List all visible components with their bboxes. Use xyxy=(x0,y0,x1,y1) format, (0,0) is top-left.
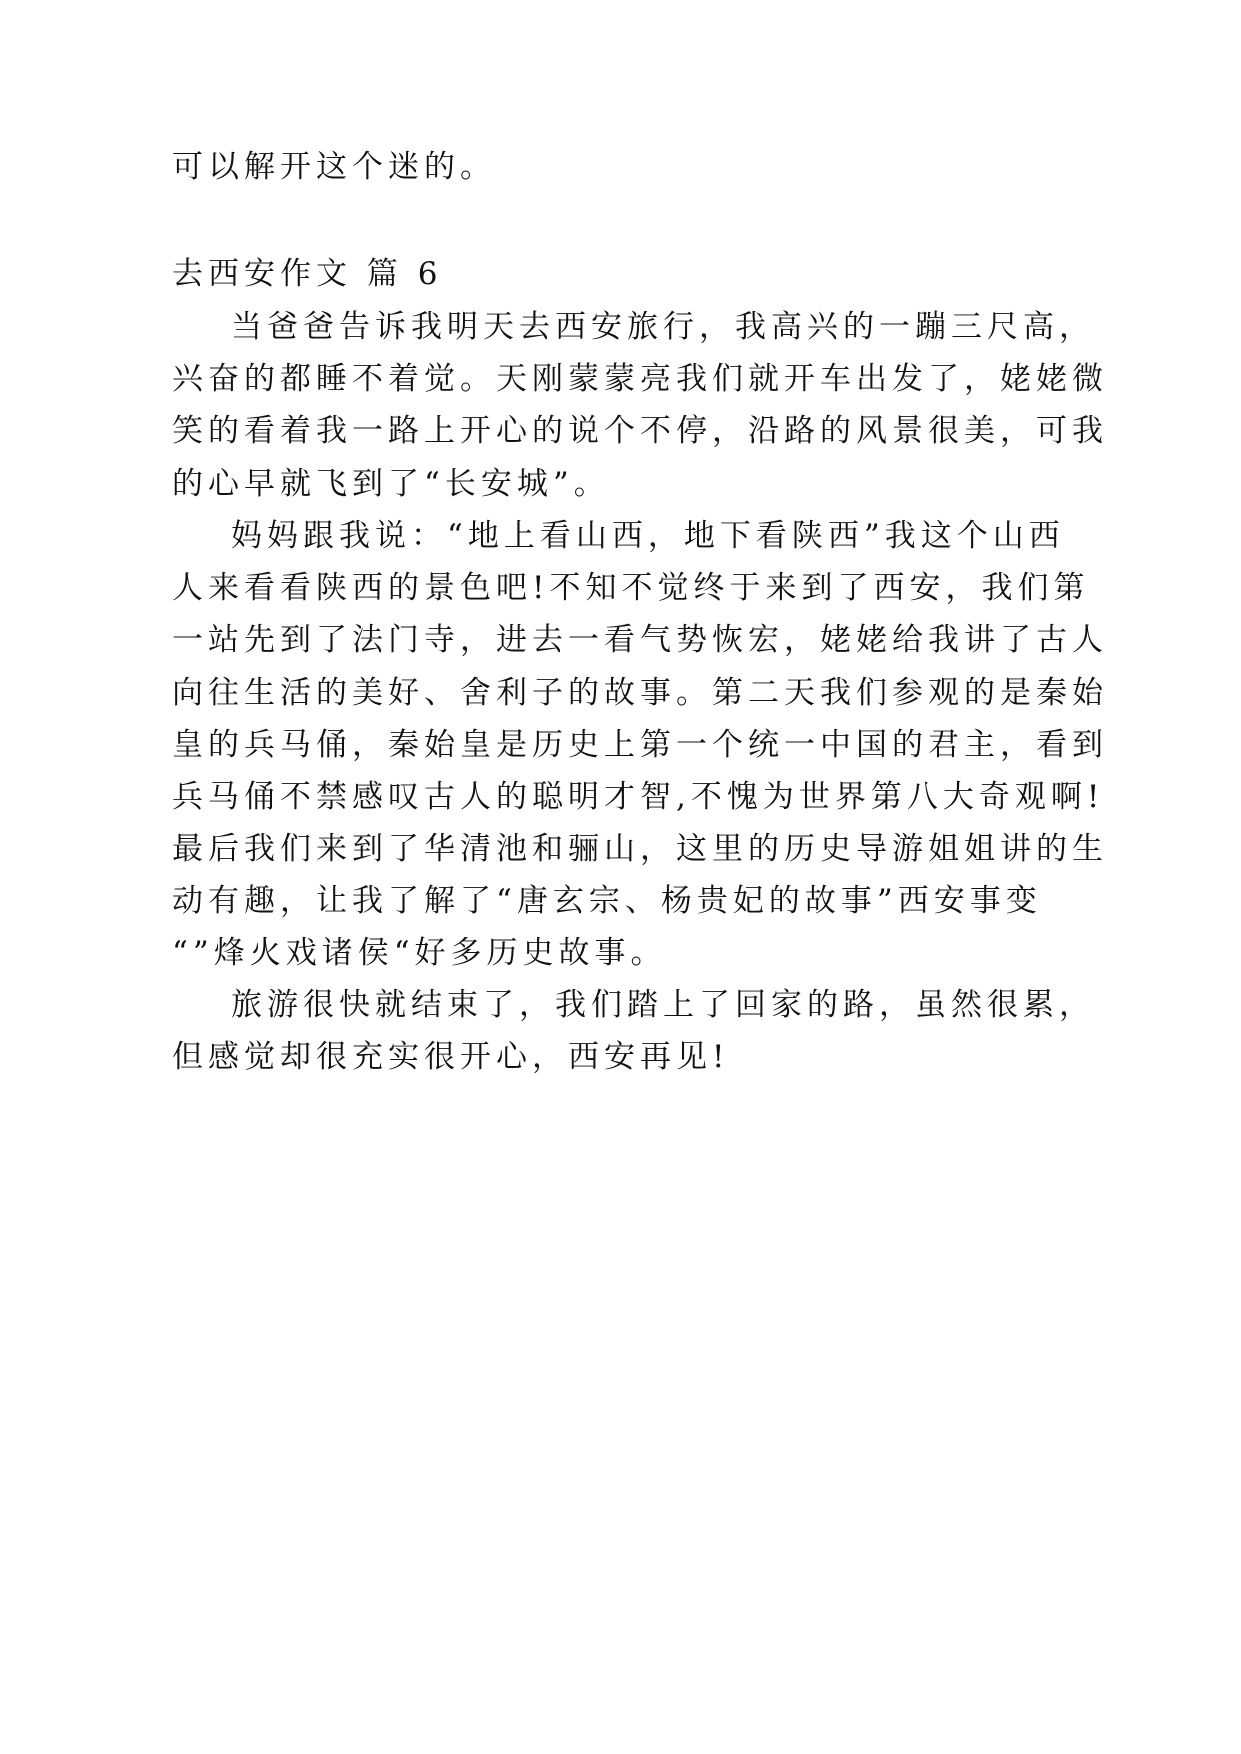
text-line: 兵马俑不禁感叹古人的聪明才智,不愧为世界第八大奇观啊! xyxy=(172,779,1105,815)
text-line: 皇的兵马俑，秦始皇是历史上第一个统一中国的君主，看到 xyxy=(172,727,1108,763)
text-line: 人来看看陕西的景色吧!不知不觉终于来到了西安，我们第 xyxy=(172,570,1090,606)
text-line: 的心早就飞到了“长安城”。 xyxy=(172,466,610,502)
text-line: 当爸爸告诉我明天去西安旅行，我高兴的一蹦三尺高， xyxy=(231,309,1095,345)
text-line: 可以解开这个迷的。 xyxy=(172,149,496,185)
text-line: “”烽火戏诸侯“好多历史故事。 xyxy=(172,935,667,971)
text-line: 笑的看着我一路上开心的说个不停，沿路的风景很美，可我 xyxy=(172,413,1108,449)
text-line: 一站先到了法门寺，进去一看气势恢宏，姥姥给我讲了古人 xyxy=(172,622,1108,658)
text-line: 兴奋的都睡不着觉。天刚蒙蒙亮我们就开车出发了，姥姥微 xyxy=(172,361,1108,397)
text-line: 但感觉却很充实很开心，西安再见! xyxy=(172,1039,730,1075)
text-line: 向往生活的美好、舍利子的故事。第二天我们参观的是秦始 xyxy=(172,675,1108,711)
text-line: 动有趣，让我了解了“唐玄宗、杨贵妃的故事”西安事变 xyxy=(172,883,1042,919)
text-line: 妈妈跟我说：“地上看山西，地下看陕西”我这个山西 xyxy=(231,518,1065,554)
text-line: 最后我们来到了华清池和骊山，这里的历史导游姐姐讲的生 xyxy=(172,831,1108,867)
text-line: 旅游很快就结束了，我们踏上了回家的路，虽然很累， xyxy=(231,987,1095,1023)
section-heading: 去西安作文 篇 6 xyxy=(172,256,443,292)
